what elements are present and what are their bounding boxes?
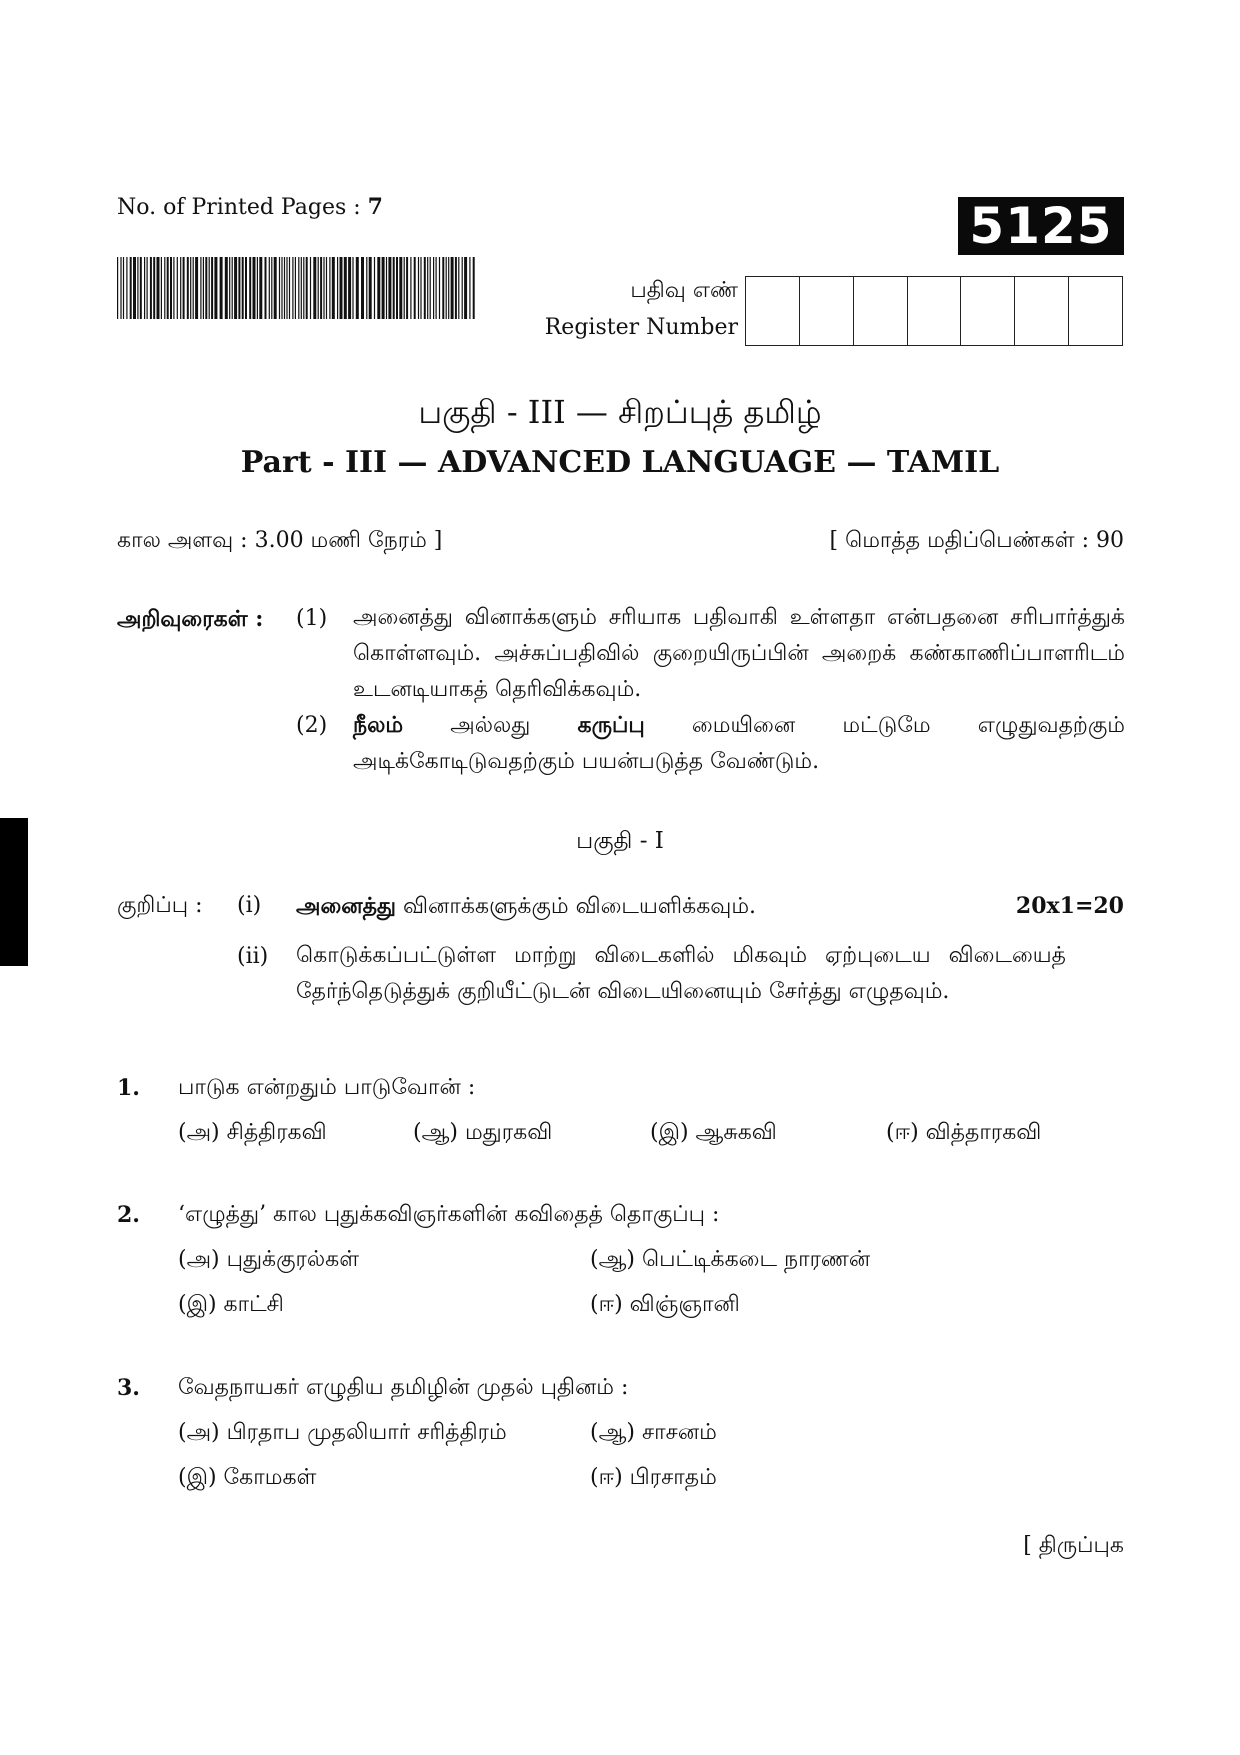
barcode-bar [295, 257, 296, 319]
barcode-bar [310, 257, 311, 319]
barcode-bar [284, 257, 285, 319]
barcode-bar [144, 257, 145, 319]
barcode-bar [140, 257, 142, 319]
barcode-bar [238, 257, 240, 319]
black-word: கருப்பு [577, 712, 645, 738]
barcode-bar [451, 257, 454, 319]
barcode-bar [220, 257, 223, 319]
barcode-bar [234, 257, 237, 319]
barcode-bar [374, 257, 375, 319]
barcode-bar [286, 257, 287, 319]
register-label-tamil: பதிவு எண் [630, 278, 738, 303]
register-label-english: Register Number [544, 315, 738, 340]
time-allowed: கால அளவு : 3.00 மணி நேரம் ] [117, 528, 443, 553]
barcode-bar [399, 257, 402, 319]
option[interactable]: (ஆ) பெட்டிக்கடை நாரணன் [590, 1247, 871, 1272]
barcode-bar [420, 257, 421, 319]
note-label: குறிப்பு : [117, 893, 203, 918]
note-text: கொடுக்கப்பட்டுள்ள மாற்று விடைகளில் மிகவும் ஏற்புடைய விடையைத் தேர்ந்தெடுத்துக் குறியீட்டுடன் விடையினையும் சேர்த்து எழுதவும். [296, 943, 1066, 1004]
barcode-bar [323, 257, 324, 319]
barcode-bar [279, 257, 280, 319]
register-number-boxes[interactable] [745, 276, 1123, 346]
note-rest: வினாக்களுக்கும் விடையளிக்கவும். [396, 894, 757, 919]
barcode-bar [147, 257, 148, 319]
register-digit-box[interactable] [746, 277, 800, 345]
turn-over-note: [ திருப்புக [1023, 1533, 1124, 1558]
barcode-bar [157, 257, 160, 319]
option[interactable]: (அ) பிரதாப முதலியார் சரித்திரம் [178, 1420, 507, 1445]
barcode-bar [265, 257, 267, 319]
barcode-bar [356, 257, 359, 319]
barcode-bar [253, 257, 256, 319]
note-number: (i) [237, 893, 262, 918]
option[interactable]: (ஈ) விஞ்ஞானி [590, 1292, 740, 1317]
barcode-bar [269, 257, 270, 319]
barcode-bar [418, 257, 419, 319]
instruction-rest: மையினை மட்டுமே எழுதுவதற்கும் அடிக்கோடிடுவதற்கும் பயன்படுத்த வேண்டும். [353, 713, 1126, 774]
barcode-bar [242, 257, 244, 319]
barcode-bar [137, 257, 138, 319]
barcode-bar [259, 257, 262, 319]
instruction-text: அனைத்து வினாக்களும் சரியாக பதிவாகி உள்ளதா என்பதனை சரிபார்த்துக் கொள்ளவும். அச்சுப்பதிவில் குறையிருப்பின் அறைக் கண்காணிப்பாளரிடம் உடனடியாகத் தெரிவிக்கவும். [353, 605, 1125, 702]
barcode-bar [150, 257, 152, 319]
barcode-bar [117, 257, 118, 319]
section-title [0, 828, 1240, 857]
barcode-bar [361, 257, 364, 319]
barcode-bar [170, 257, 172, 319]
barcode-bar [386, 257, 387, 319]
barcode-bar [245, 257, 247, 319]
barcode-bar [177, 257, 178, 319]
barcode-bar [313, 257, 316, 319]
barcode-bar [469, 257, 470, 319]
barcode-bar [167, 257, 169, 319]
question-text: வேதநாயகர் எழுதிய தமிழின் முதல் புதினம் : [178, 1375, 629, 1400]
barcode-bar [344, 257, 347, 319]
barcode-bar [123, 257, 124, 319]
paper-code: 5125 [958, 197, 1124, 255]
blue-word: நீலம் [353, 712, 404, 738]
barcode-bar [410, 257, 411, 319]
option[interactable]: (ஈ) வித்தாரகவி [886, 1120, 1042, 1145]
question-number: 1. [117, 1075, 140, 1101]
barcode-bar [205, 257, 207, 319]
barcode-bar [161, 257, 162, 319]
barcode-bar [320, 257, 322, 319]
barcode-bar [130, 257, 132, 319]
barcode-bar [458, 257, 459, 319]
barcode-bar [404, 257, 405, 319]
barcode-bar [464, 257, 467, 319]
barcode-bar [337, 257, 338, 319]
barcode-bar [271, 257, 272, 319]
barcode-bar [214, 257, 217, 319]
barcode-bar [329, 257, 330, 319]
barcode-bar [366, 257, 367, 319]
barcode-bar [203, 257, 204, 319]
barcode-bar [292, 257, 293, 319]
option[interactable]: (இ) காட்சி [178, 1292, 284, 1317]
barcode-bar [303, 257, 304, 319]
register-digit-box[interactable] [1069, 277, 1122, 345]
barcode-bar [406, 257, 408, 319]
barcode-bar [388, 257, 391, 319]
barcode-bar [133, 257, 136, 319]
question-text: பாடுக என்றதும் பாடுவோன் : [178, 1075, 476, 1100]
register-digit-box[interactable] [961, 277, 1015, 345]
barcode-bar [424, 257, 426, 319]
barcode-bar [306, 257, 308, 319]
barcode-bar [232, 257, 233, 319]
barcode-bar [126, 257, 127, 319]
register-digit-box[interactable] [908, 277, 962, 345]
barcode-bar [332, 257, 335, 319]
title-english: Part - III — ADVANCED LANGUAGE — TAMIL [240, 445, 1000, 480]
barcode-bar [180, 257, 181, 319]
side-tab-marker [0, 818, 28, 966]
title-tamil: பகுதி - III — சிறப்புத் தமிழ் [418, 393, 822, 431]
barcode-bar [455, 257, 457, 319]
barcode-bar [396, 257, 398, 319]
option[interactable]: (அ) சித்திரகவி [178, 1120, 327, 1145]
barcode-bar [200, 257, 201, 319]
barcode-bar [393, 257, 395, 319]
barcode-bar [340, 257, 343, 319]
barcode-bar [164, 257, 165, 319]
or-word: அல்லது [403, 713, 578, 738]
barcode-bar [433, 257, 434, 319]
question-number: 3. [117, 1375, 140, 1401]
option[interactable]: (இ) கோமகள் [178, 1465, 317, 1490]
barcode-bar [439, 257, 440, 319]
barcode-bar [281, 257, 282, 319]
barcode-bar [473, 257, 475, 319]
section-title-text: பகுதி - I [576, 828, 664, 854]
barcode-bar [190, 257, 191, 319]
question-number: 2. [117, 1202, 140, 1228]
printed-pages [117, 194, 383, 220]
barcode-bar [229, 257, 230, 319]
barcode-bar [382, 257, 385, 319]
option[interactable]: (ஆ) மதுரகவி [413, 1120, 553, 1145]
printed-pages-value: 7 [367, 194, 383, 220]
barcode-bar [120, 257, 121, 319]
barcode-bar [446, 257, 447, 319]
barcode-bar [153, 257, 155, 319]
register-digit-box[interactable] [854, 277, 908, 345]
barcode-bar [183, 257, 185, 319]
barcode-bar [442, 257, 444, 319]
barcode-bar [448, 257, 449, 319]
barcode-bar [187, 257, 189, 319]
barcode-bar [436, 257, 437, 319]
barcode-bar [193, 257, 194, 319]
option[interactable]: (ஆ) சாசனம் [590, 1420, 717, 1445]
option[interactable]: (ஈ) பிரசாதம் [590, 1465, 717, 1490]
note-number: (ii) [237, 944, 269, 969]
barcode-bar [352, 257, 353, 319]
instructions-label: அறிவுரைகள் : [117, 606, 264, 632]
barcode-bar [301, 257, 302, 319]
barcode-bar [377, 257, 380, 319]
barcode-bar [211, 257, 213, 319]
barcode-bar [225, 257, 228, 319]
option[interactable]: (அ) புதுக்குரல்கள் [178, 1247, 360, 1272]
barcode-bar [249, 257, 251, 319]
barcode-bar [209, 257, 210, 319]
barcode-bar [427, 257, 428, 319]
barcode-bar [414, 257, 416, 319]
barcode-bar [462, 257, 463, 319]
section-score: 20x1=20 [1015, 893, 1124, 919]
question-text: ‘எழுத்து’ கால புதுக்கவிஞர்களின் கவிதைத் தொகுப்பு : [178, 1202, 720, 1227]
barcode-bar [173, 257, 174, 319]
barcode-bar [326, 257, 327, 319]
barcode-bar [318, 257, 319, 319]
barcode-bar [430, 257, 431, 319]
barcode-bar [298, 257, 299, 319]
register-digit-box[interactable] [1015, 277, 1069, 345]
printed-pages-label: No. of Printed Pages : [117, 195, 361, 220]
barcode-bar [274, 257, 277, 319]
instruction-number: (2) [296, 713, 328, 738]
barcode-bar [369, 257, 372, 319]
barcode-image [117, 257, 477, 319]
instruction-number: (1) [296, 606, 328, 631]
total-marks: [ மொத்த மதிப்பெண்கள் : 90 [829, 528, 1124, 553]
register-digit-box[interactable] [800, 277, 854, 345]
note-all-word: அனைத்து [296, 893, 397, 919]
instruction-text [353, 707, 1125, 780]
barcode-bar [289, 257, 290, 319]
barcode-bar [348, 257, 351, 319]
barcode-bar [257, 257, 258, 319]
note-text [296, 893, 756, 922]
option[interactable]: (இ) ஆசுகவி [650, 1120, 777, 1145]
barcode-bar [195, 257, 198, 319]
